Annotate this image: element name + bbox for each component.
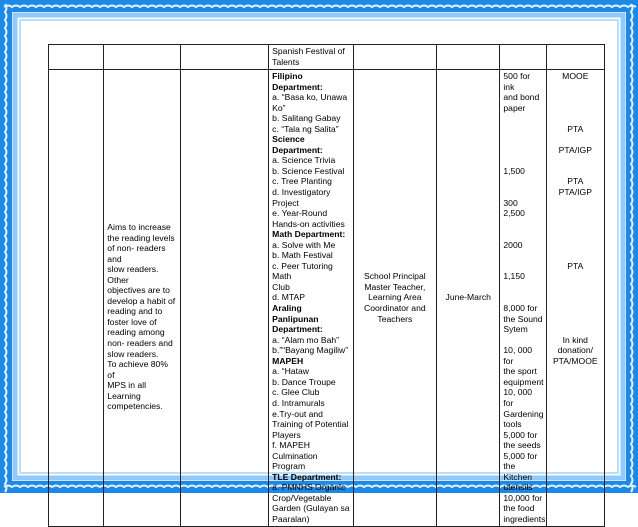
time-frame-cell: June-March: [437, 70, 500, 527]
empty-cell: [500, 45, 546, 70]
department-heading: Science Department:: [272, 134, 323, 155]
activity-list: a. “Basa ko, Unawa Ko” b. Salitang Gabay c. “Tala ng Salita”: [272, 92, 348, 134]
empty-cell: [546, 45, 604, 70]
persons-involved-cell: School Principal Master Teacher, Learning Area Coordinator and Teachers: [353, 70, 436, 527]
table-row-spanish-festival: [49, 45, 605, 70]
empty-cell: [353, 45, 436, 70]
empty-cell: [180, 70, 268, 527]
table-row-main: [49, 70, 605, 527]
objectives-cell: Aims to increase the reading levels of non- readers and slow readers. Other objectives are to develop a habit of reading and to foster love of reading among non- readers and slow readers. To achieve 80% of MPS in all Learning competencies.: [104, 70, 180, 527]
department-heading: Math Department:: [272, 229, 346, 240]
empty-cell: [49, 45, 104, 70]
empty-cell: [437, 45, 500, 70]
fund-source-cell: MOOE PTA PTA/IGP PTA PTA/IGP PTA In kind donation/ PTA/MOOE: [546, 70, 604, 527]
activity-list: a. “Alam mo Bah” b.”“Bayang Magiliw”: [272, 334, 349, 356]
activity-list: a. PMNHS Organic Crop/Vegetable Garden (Gulayan sa Paaralan): [272, 482, 350, 524]
empty-cell: [180, 45, 268, 70]
activity-list: a. “Hataw b. Dance Troupe c. Glee Club d. Intramurals e.Try-out and Training of Potential Players f. MAPEH Culmination Program: [272, 366, 349, 472]
budget-cell: 500 for ink and bond paper 1,500 300 2,500 2000 1,150 8,000 for the Sound Sytem 10, 000 for the sport equipment 10, 000 for Gardening tools 5,000 for the seeds 5,000 for the Kitchen utensils 10,000 for the food ingredients: [500, 70, 546, 527]
department-heading: Filipino Department:: [272, 71, 323, 92]
activities-cell: [269, 70, 353, 527]
department-heading: Araling Panlipunan Department:: [272, 303, 323, 335]
activity-cell: Spanish Festival of Talents: [269, 45, 353, 70]
department-heading: MAPEH: [272, 355, 304, 366]
action-plan-table: [48, 44, 605, 527]
empty-cell: [49, 70, 104, 527]
empty-cell: [104, 45, 180, 70]
department-heading: TLE Department:: [272, 471, 342, 482]
activity-list: a. Solve with Me b. Math Festival c. Peer Tutoring Math Club d. MTAP: [272, 239, 336, 303]
activity-list: a. Science Trivia b. Science Festival c. Tree Planting d. Investigatory Project e. Year-Round Hands-on activities: [272, 155, 345, 229]
